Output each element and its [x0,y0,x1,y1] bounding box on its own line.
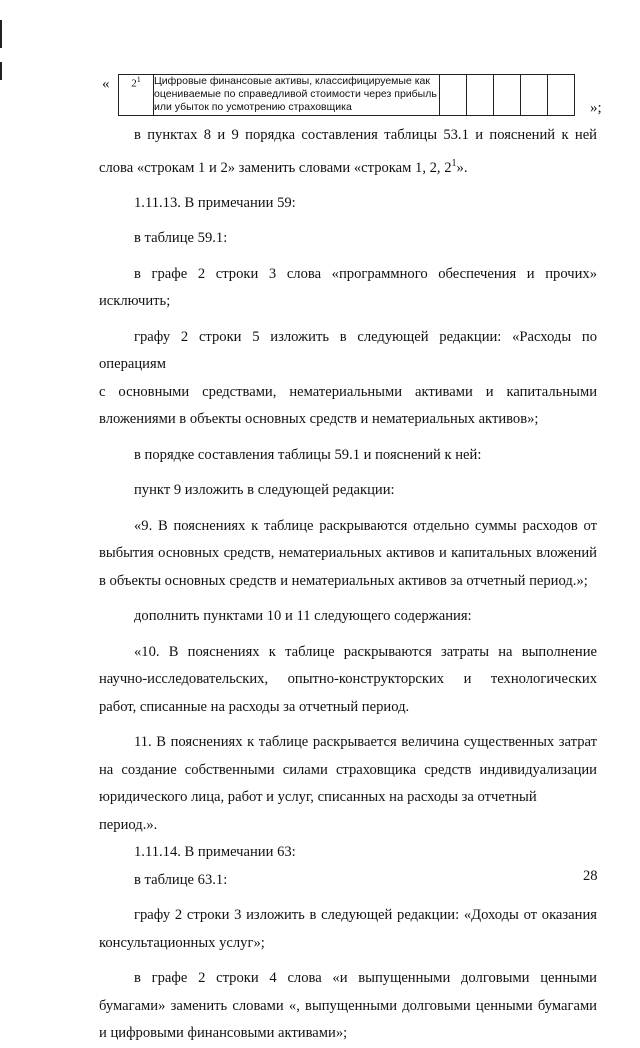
paragraph-line: в пунктах 8 и 9 порядка составления таблицы 53.1 и пояснений к ней [134,127,597,143]
paragraph-line: 11. В пояснениях к таблице раскрывается величина существенных затрат [134,734,597,751]
paragraph-line: в объекты основных средств и нематериальных активов за отчетный период.»; [99,572,588,589]
paragraph-line: в таблице 59.1: [134,230,228,247]
empty-cell [521,75,548,116]
paragraph-line: «9. В пояснениях к таблице раскрываются отдельно суммы расходов от [134,517,597,534]
paragraph-line: и цифровыми финансовыми активами»; [99,1025,348,1042]
paragraph-line: в графе 2 строки 4 слова «и выпущенными долговыми ценными [134,970,597,987]
paragraph-line: пункт 9 изложить в следующей редакции: [134,482,395,499]
paragraph-line: научно-исследовательских, опытно-конструкторских и технологических [99,671,597,688]
table-row [119,75,575,116]
text-span: ». [456,159,468,176]
page-number: 28 [583,868,598,884]
paragraph-line: работ, списанные на расходы за отчетный период. [99,698,410,715]
row-description-cell: Цифровые финансовые активы, классифицируемые как оцениваемые по справедливой стоимости через прибыль или убыток по усмотрению страховщика [154,75,440,116]
row-number: 2 [131,77,137,90]
table-row-fragment [96,74,616,118]
row-number-cell [119,75,154,116]
section-heading: 1.11.14. В примечании 63: [134,844,296,861]
paragraph-line: в таблице 63.1: [134,871,228,888]
paragraph-line [99,150,597,182]
empty-cell [440,75,467,116]
paragraph-line: на создание собственными силами страховщика средств индивидуализации [99,761,597,778]
row-number-sup: 1 [136,75,141,84]
paragraph-line: вложениями в объекты основных средств и нематериальных активов»; [99,411,539,428]
paragraph-line: юридического лица, работ и услуг, списанных на расходы за отчетный период.». [99,789,537,833]
scan-edge-mark [0,62,2,80]
section-heading: 1.11.13. В примечании 59: [134,194,296,211]
close-quote: »; [590,100,602,116]
empty-cell [467,75,494,116]
paragraph-line: исключить; [99,293,171,310]
empty-cell [548,75,575,116]
paragraph-line: бумагами» заменить словами «, выпущенными долговыми ценными бумагами [99,997,597,1014]
paragraph-line: в порядке составления таблицы 59.1 и пояснений к ней: [134,446,482,463]
paragraph-line: выбытия основных средств, нематериальных активов и капитальных вложений [99,545,597,562]
scan-edge-mark [0,20,2,48]
paragraph-line: в графе 2 строки 3 слова «программного обеспечения и прочих» [134,265,597,282]
paragraph-line: с основными средствами, нематериальными активами и капитальными [99,383,597,400]
paragraph-line: «10. В пояснениях к таблице раскрываются затраты на выполнение [134,643,597,660]
paragraph-line: консультационных услуг»; [99,934,265,951]
paragraph-line: графу 2 строки 5 изложить в следующей редакции: «Расходы по операциям [99,328,597,373]
open-quote: « [102,76,110,92]
paragraph-line: дополнить пунктами 10 и 11 следующего содержания: [134,608,472,625]
table-fragment [118,74,575,116]
superscript: 1 [451,157,457,169]
empty-cell [494,75,521,116]
text-span: слова «строкам 1 и 2» заменить словами «строкам 1, 2, 2 [99,159,452,176]
document-body [99,122,597,1048]
paragraph-line: графу 2 строки 3 изложить в следующей редакции: «Доходы от оказания [134,907,597,924]
